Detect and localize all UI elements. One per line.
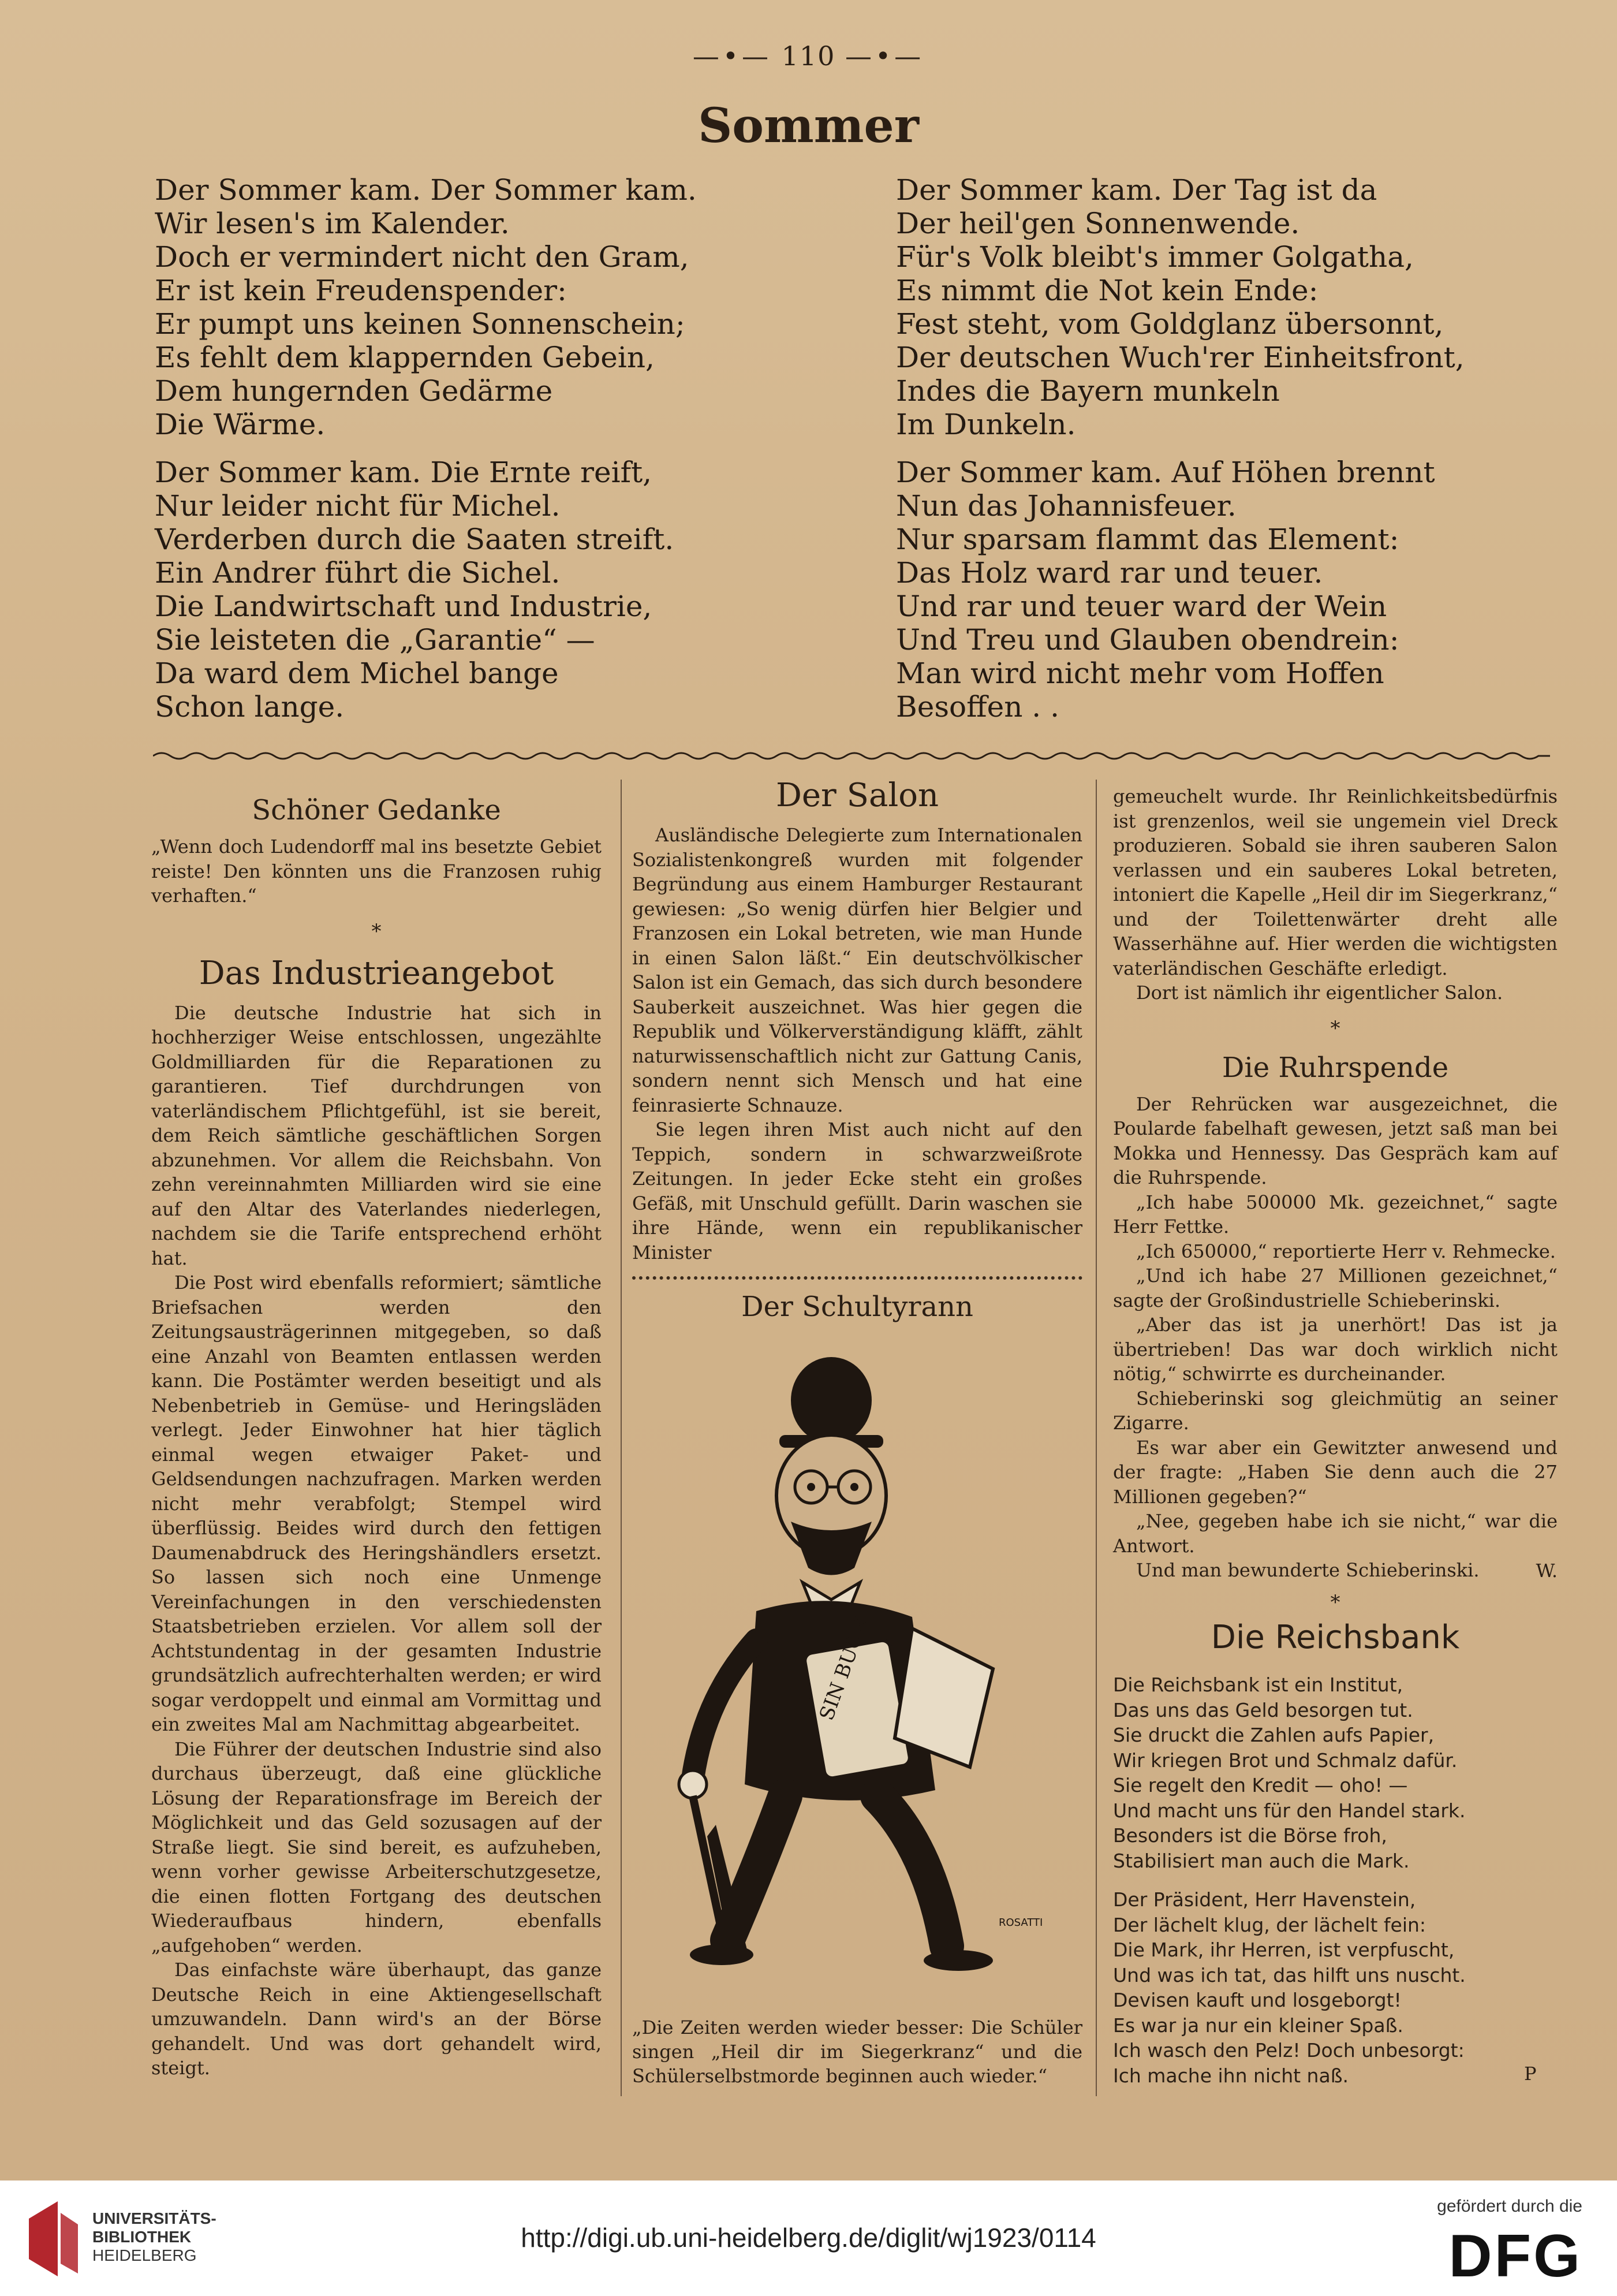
poem-line: Wir kriegen Brot und Schmalz dafür. bbox=[1113, 1749, 1458, 1772]
salon-body bbox=[632, 823, 1082, 1265]
poem-line: Sie druckt die Zahlen aufs Papier, bbox=[1113, 1724, 1435, 1746]
poem-line: Nur leider nicht für Michel. bbox=[155, 489, 561, 523]
poem-line: Der Präsident, Herr Havenstein, bbox=[1113, 1888, 1416, 1911]
column-rule-1 bbox=[621, 780, 622, 2096]
heading-industrieangebot: Das Industrieangebot bbox=[199, 954, 554, 992]
poem-line: Ein Andrer führt die Sichel. bbox=[155, 556, 561, 590]
poem-line: Der heil'gen Sonnenwende. bbox=[896, 207, 1300, 240]
paragraph: „Ich 650000,“ reportierte Herr v. Rehmecke. bbox=[1136, 1240, 1556, 1262]
poem-line: Indes die Bayern munkeln bbox=[896, 374, 1280, 408]
heading-salon: Der Salon bbox=[775, 777, 939, 814]
poem-line: Devisen kauft und losgeborgt! bbox=[1113, 1989, 1402, 2011]
poem-line: Der lächelt klug, der lächelt fein: bbox=[1113, 1913, 1426, 1936]
institution-name: UNIVERSITÄTS- BIBLIOTHEK HEIDELBERG bbox=[92, 2209, 216, 2264]
poem-line: Der Sommer kam. Der Tag ist da bbox=[896, 173, 1377, 207]
heading-schultyrann: Der Schultyrann bbox=[741, 1291, 973, 1323]
paragraph: „Nee, gegeben habe ich sie nicht,“ war die Antwort. bbox=[1113, 1510, 1558, 1557]
paragraph: Die deutsche Industrie hat sich in hochherziger Weise entschlossen, ungezählte Goldmilliarden für die Reparationen zu garantieren. Tief durchdrungen von vaterländischem Pflichtgefühl, ist sie bereit, dem Reich sämtliche geschäftlichen Sorgen abzunehmen. Vor allem die Reichsbahn. Von zehn vereinnahmten Milliarden wird sie eine auf den Altar des Vaterlandes niederlegen, nachdem sie die Tarife entsprechend erhöht hat. bbox=[151, 1001, 602, 1269]
digitization-footer bbox=[0, 2181, 1617, 2296]
poem-line: Das uns das Geld besorgen tut. bbox=[1113, 1698, 1413, 1721]
poem-line: Der deutschen Wuch'rer Einheitsfront, bbox=[896, 341, 1465, 374]
poem-line: Sie regelt den Kredit — oho! — bbox=[1113, 1774, 1408, 1796]
poem-line: Nur sparsam flammt das Element: bbox=[896, 523, 1399, 556]
paragraph: Das einfachste wäre überhaupt, das ganze Deutsche Reich in eine Aktiengesellschaft umzuwandeln. Dann wird's an der Börse gehandelt. Und was dort gehandelt wird, steigt. bbox=[151, 1959, 602, 2079]
dotted-divider bbox=[632, 1276, 1082, 1281]
poem-line: Der Sommer kam. Die Ernte reift, bbox=[155, 456, 652, 489]
poem-line: Sie leisteten die „Garantie“ — bbox=[155, 623, 595, 657]
poem-line: Man wird nicht mehr vom Hoffen bbox=[896, 657, 1384, 690]
source-url-link[interactable]: http://digi.ub.uni-heidelberg.de/diglit/wj1923/0114 bbox=[521, 2223, 1096, 2253]
poem-left-column bbox=[155, 173, 836, 738]
paragraph: Der Rehrücken war ausgezeichnet, die Poularde fabelhaft gewesen, jetzt saß man bei Mokka und Hennessy. Das Gespräch kam auf die Ruhrspende. bbox=[1113, 1093, 1558, 1188]
poem-line: Und Treu und Glauben obendrein: bbox=[896, 623, 1399, 657]
cartoon-caption: „Die Zeiten werden wieder besser: Die Schüler singen „Heil dir im Siegerkranz“ und die Schülerselbstmorde beginnen auch wieder.“ bbox=[632, 2017, 1082, 2087]
poem-line: Es fehlt dem klappernden Gebein, bbox=[155, 341, 655, 374]
funded-by-label: gefördert durch die bbox=[1437, 2197, 1582, 2216]
poem-line: Schon lange. bbox=[155, 690, 345, 724]
reichsbank-signature: P bbox=[1524, 2063, 1537, 2085]
poem-line: Die Wärme. bbox=[155, 408, 326, 441]
poem-line: Das Holz ward rar und teuer. bbox=[896, 556, 1323, 590]
paragraph: Dort ist nämlich ihr eigentlicher Salon. bbox=[1136, 982, 1503, 1004]
section-star: * bbox=[1330, 1016, 1340, 1040]
cartoon-signature: ROSATTI bbox=[999, 1917, 1043, 1929]
paragraph: „Und ich habe 27 Millionen gezeichnet,“ sagte der Großindustrielle Schieberinski. bbox=[1113, 1265, 1558, 1311]
poem-line: Stabilisiert man auch die Mark. bbox=[1113, 1849, 1410, 1872]
paragraph: Es war aber ein Gewitzter anwesend und der fragte: „Haben Sie denn auch die 27 Millionen gegeben?“ bbox=[1113, 1436, 1558, 1508]
poem-line: Fest steht, vom Goldglanz übersonnt, bbox=[896, 307, 1444, 341]
poem-line: Der Sommer kam. Auf Höhen brennt bbox=[896, 456, 1435, 489]
poem-line: Es nimmt die Not kein Ende: bbox=[896, 274, 1319, 307]
poem-line: Im Dunkeln. bbox=[896, 408, 1076, 441]
poem-line: Besoffen . . bbox=[896, 690, 1059, 724]
poem-stanza bbox=[1113, 1672, 1552, 1873]
poem-line: Und was ich tat, das hilft uns nuscht. bbox=[1113, 1963, 1466, 1986]
poem-line: Die Reichsbank ist ein Institut, bbox=[1113, 1673, 1403, 1696]
cartoon-heading-block bbox=[632, 1291, 1082, 1331]
poem-line: Und macht uns für den Handel stark. bbox=[1113, 1799, 1466, 1822]
paragraph: Schieberinski sog gleichmütig an seiner Zigarre. bbox=[1113, 1387, 1558, 1434]
poem-line: Ich mache ihn nicht naß. bbox=[1113, 2064, 1349, 2087]
poem-stanza bbox=[896, 456, 1577, 724]
section-star: * bbox=[1330, 1591, 1340, 1614]
poem-line: Er ist kein Freudenspender: bbox=[155, 274, 567, 307]
paragraph: „Aber das ist ja unerhört! Das ist ja übertrieben! Das war doch wirklich nicht nötig,“ schwirrte es durcheinander. bbox=[1113, 1314, 1558, 1385]
paragraph: „Ich habe 500000 Mk. gezeichnet,“ sagte Herr Fettke. bbox=[1113, 1191, 1558, 1238]
heading-schoener-gedanke: Schöner Gedanke bbox=[252, 794, 501, 826]
schoolmaster-cartoon-illustration bbox=[658, 1340, 1062, 1998]
poem-stanza bbox=[155, 456, 836, 724]
poem-line: Da ward dem Michel bange bbox=[155, 657, 559, 690]
poem-stanza bbox=[1113, 1887, 1552, 2088]
paragraph: Ausländische Delegierte zum Internationalen Sozialistenkongreß wurden mit folgender Begründung aus einem Hamburger Restaurant gewiesen: „So wenig dürfen hier Belgier und Franzosen ein Lokal betreten, wie man Hunde in einen Salon läßt.“ Ein deutschvölkischer Salon ist ein Gemach, das sich durch besondere Sauberkeit auszeichnet. Was hier gegen die Republik und Völkerverständigung kläfft, zählt naturwissenschaftlich nicht zur Gattung Canis, sondern nennt sich Mensch und hat eine feinrasierte Schnauze. bbox=[632, 824, 1082, 1116]
poem-line: Verderben durch die Saaten streift. bbox=[155, 523, 674, 556]
heading-reichsbank: Die Reichsbank bbox=[1211, 1619, 1460, 1656]
poem-line: Besonders ist die Börse froh, bbox=[1113, 1824, 1387, 1847]
industrieangebot-body bbox=[151, 1001, 602, 2081]
section-star: * bbox=[371, 919, 382, 943]
poem-right-column bbox=[896, 173, 1577, 738]
text-schoener-gedanke: „Wenn doch Ludendorff mal ins besetzte Gebiet reiste! Den könnten uns die Franzosen ruhig verhaften.“ bbox=[151, 836, 602, 907]
poem-line: Dem hungernden Gedärme bbox=[155, 374, 553, 408]
poem-stanza bbox=[896, 173, 1577, 441]
paragraph: gemeuchelt wurde. Ihr Reinlichkeitsbedürfnis ist grenzenlos, weil sie ungemein viel Dreck produzieren. Sobald sie ihren sauberen Salon verlassen und ein sauberes Lokal betreten, intoniert die Kapelle „Heil dir im Siegerkranz,“ und der Toilettenwärter dreht alle Wasserhähne auf. Hier werden die wichtigsten vaterländischen Geschäfte erledigt. bbox=[1113, 785, 1558, 979]
poem-line: Er pumpt uns keinen Sonnenschein; bbox=[155, 307, 685, 341]
paragraph: Die Führer der deutschen Industrie sind also durchaus überzeugt, daß eine glückliche Lösung der Reparationsfrage im Bereich der Möglichkeit und das Geld sozusagen auf der Straße liegt. Sie sind bereit, es aufzuheben, wenn vorher gewisse Arbeiterschutzgesetze, die einen flotten Fortgang des deutschen Wiederaufbaus hindern, ebenfalls „aufgehoben“ werden. bbox=[151, 1738, 602, 1956]
heading-ruhrspende: Die Ruhrspende bbox=[1222, 1051, 1449, 1084]
poem-line: Der Sommer kam. Der Sommer kam. bbox=[155, 173, 697, 207]
column-3 bbox=[1113, 784, 1558, 1665]
poem-line: Nun das Johannisfeuer. bbox=[896, 489, 1237, 523]
column-rule-2 bbox=[1096, 780, 1097, 2096]
column-2 bbox=[632, 777, 1082, 1265]
paragraph: Die Post wird ebenfalls reformiert; sämtliche Briefsachen werden den Zeitungsausträgerinnen mitgegeben, so daß eine Anzahl von Beamten entlassen werden kann. Die Postämter werden beseitigt und als Nebenbetrieb in Gemüse- und Heringsläden verlegt. Jeder Einwohner hat hier täglich einmal wegen etwaiger Paket- und Geldsendungen nachzufragen. Marken werden nicht mehr verabfolgt; Stempel wird überflüssig. Beides wird durch den fettigen Daumenabdruck des Heringshändlers ersetzt. So lassen sich noch eine Unmenge Vereinfachungen in den verschiedensten Staatsbetrieben erzielen. Vor allem soll der Achtstundentag in der gesamten Industrie grundsätzlich aufrechterhalten werden; er wird sogar verdoppelt und einmal am Vormittag und ein zweites Mal am Nachmittag abgearbeitet. bbox=[151, 1272, 602, 1735]
poem-line: Es war ja nur ein kleiner Spaß. bbox=[1113, 2014, 1403, 2037]
dfg-logo: DFG bbox=[1448, 2223, 1582, 2290]
page-number: —•— 110 —•— bbox=[692, 40, 925, 72]
poem-line: Die Mark, ihr Herren, ist verpfuscht, bbox=[1113, 1939, 1455, 1961]
poem-line: Wir lesen's im Kalender. bbox=[155, 207, 510, 240]
ruhrspende-signature: W. bbox=[1536, 1559, 1558, 1582]
paragraph: Und man bewunderte Schieberinski. bbox=[1136, 1559, 1480, 1581]
poem-line: Doch er vermindert nicht den Gram, bbox=[155, 240, 689, 274]
ruhrspende-body bbox=[1113, 1092, 1558, 1583]
salon-continuation-body bbox=[1113, 784, 1558, 1005]
cartoon-book-label: SIN BUCH bbox=[815, 1614, 874, 1724]
column-1 bbox=[151, 794, 602, 2081]
poem-line: Und rar und teuer ward der Wein bbox=[896, 590, 1387, 623]
poem-line: Die Landwirtschaft und Industrie, bbox=[155, 590, 652, 623]
poem-line: Für's Volk bleibt's immer Golgatha, bbox=[896, 240, 1414, 274]
poem-line: Ich wasch den Pelz! Doch unbesorgt: bbox=[1113, 2039, 1465, 2062]
reichsbank-poem bbox=[1113, 1672, 1552, 2102]
ornament-divider bbox=[153, 748, 1550, 763]
poem-title: Sommer bbox=[698, 98, 919, 154]
poem-stanza bbox=[155, 173, 836, 441]
paragraph: Sie legen ihren Mist auch nicht auf den Teppich, sondern in schwarzweißrote Zeitungen. In jeder Ecke steht ein großes Gefäß, mit Unschuld gefüllt. Darin waschen sie ihre Hände, wenn ein republikanischer Minister bbox=[632, 1119, 1082, 1263]
